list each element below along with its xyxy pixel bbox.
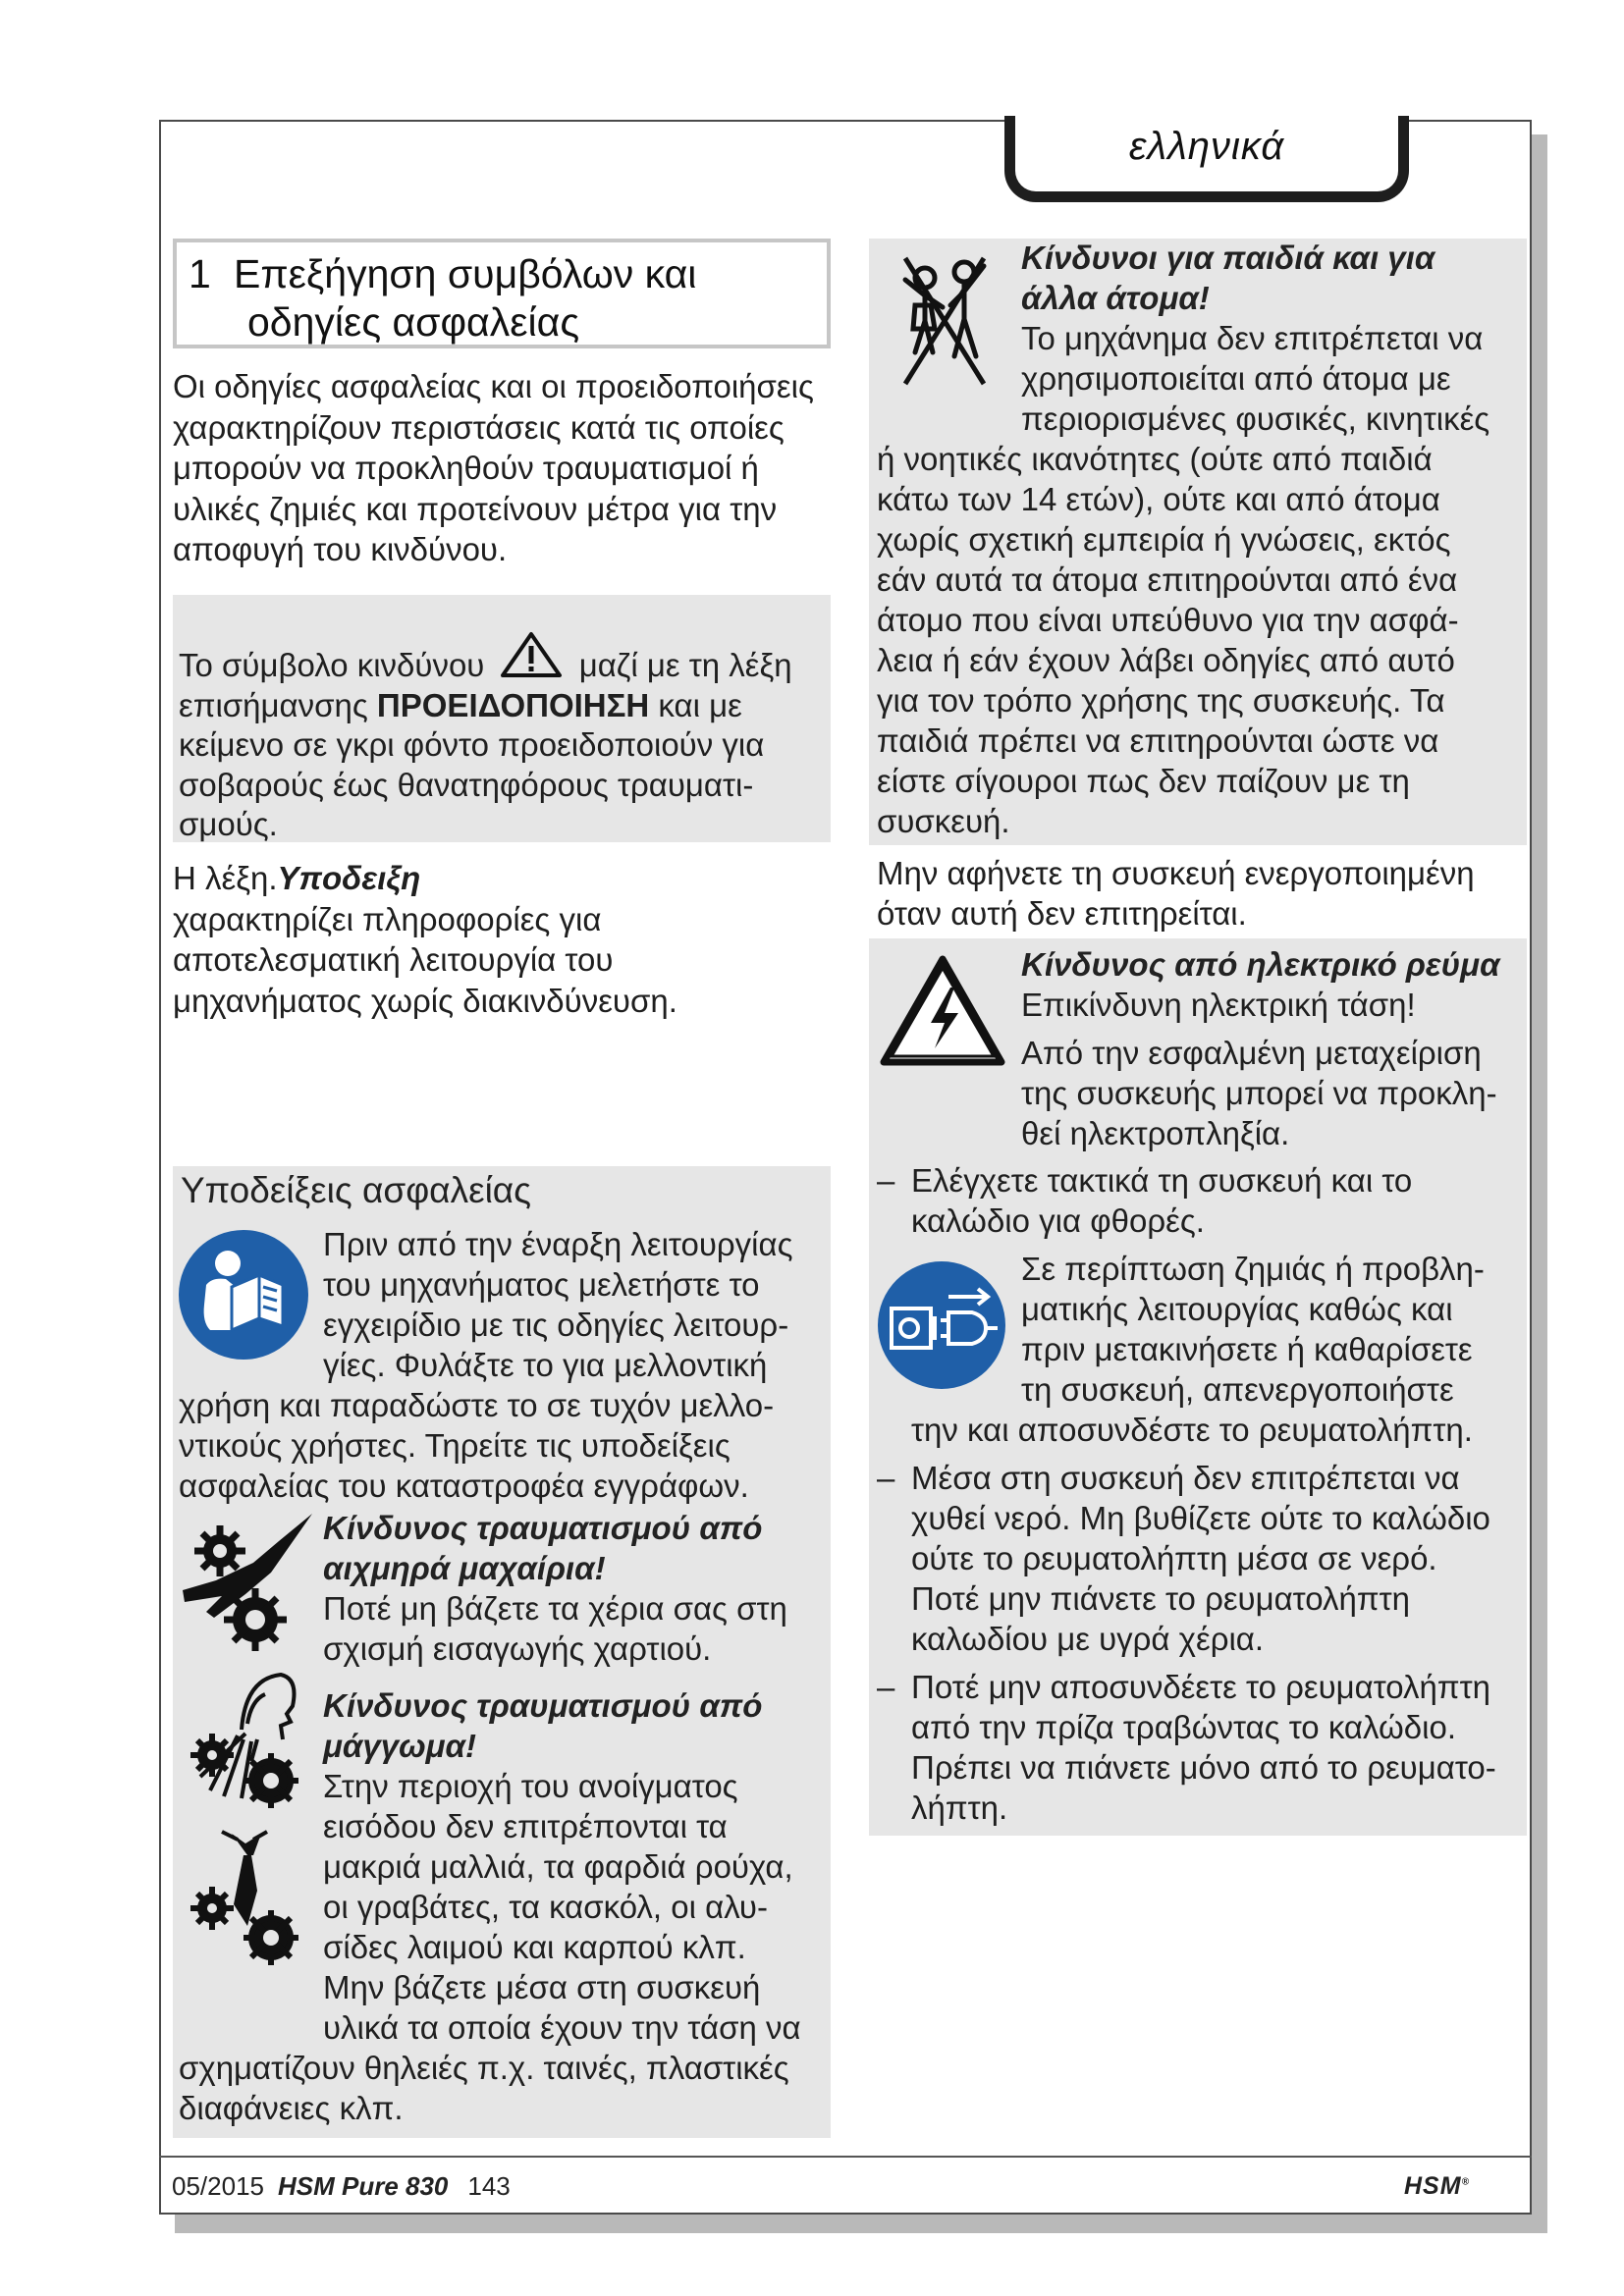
- bullet-dash: –: [877, 1460, 895, 1496]
- entanglement-heading: μάγγωμα!: [323, 1728, 476, 1764]
- children-heading: άλλα άτομα!: [1021, 280, 1210, 316]
- children-text-line: περιορισμένες φυσικές, κινητικές: [1021, 400, 1490, 437]
- children-text-line: χρησιμοποιείται από άτομα με: [1021, 360, 1451, 397]
- manual-text-line: γίες. Φυλάξτε το για μελλοντική: [323, 1347, 768, 1383]
- language-tab: [1004, 116, 1409, 202]
- no-children-icon: [886, 250, 1001, 388]
- bullet-dash: –: [877, 1669, 895, 1705]
- bullet-text-line: Ποτέ μην πιάνετε το ρευματολήπτη: [911, 1580, 1410, 1617]
- unattended-text-line: Μην αφήνετε τη συσκευή ενεργοποιημένη: [877, 855, 1475, 891]
- bullet-text-line: καλώδιο για φθορές.: [911, 1202, 1205, 1239]
- children-text-line: κάτω των 14 ετών), ούτε και από άτομα: [877, 481, 1440, 517]
- manual-text-line: του μηχανήματος μελετήστε το: [323, 1266, 760, 1303]
- children-text-line: Το μηχάνημα δεν επιτρέπεται να: [1021, 320, 1484, 356]
- children-text-line: εάν αυτά τα άτομα επιτηρούνται από ένα: [877, 561, 1458, 598]
- intro-paragraph: Οι οδηγίες ασφαλείας και οι προειδοποιήσεις χαρακτηρίζουν περιστάσεις κατά τις οποίες μπορούν να προκληθούν τραυματισμοί ή υλικές ζημιές και προτείνουν μέτρα για την αποφυγή του κινδύνου.: [173, 368, 814, 567]
- children-text-line: συσκευή.: [877, 803, 1010, 839]
- tie-entanglement-icon: [183, 1828, 310, 1971]
- warning-triangle-icon: [500, 631, 563, 678]
- high-voltage-icon: [880, 954, 1005, 1068]
- electric-text-line: Επικίνδυνη ηλεκτρική τάση!: [1021, 987, 1416, 1023]
- entanglement-text-line: υλικά τα οποία έχουν την τάση να: [323, 2009, 801, 2046]
- children-text-line: για τον τρόπο χρήσης της συσκευής. Τα: [877, 682, 1445, 719]
- safety-heading: Υποδείξεις ασφαλείας: [181, 1170, 532, 1210]
- electric-text-line: της συσκευής μπορεί να προκλη-: [1021, 1075, 1497, 1111]
- electric-text-line: θεί ηλεκτροπληξία.: [1021, 1115, 1290, 1151]
- page-number: 143: [467, 2171, 511, 2201]
- section-title-line1: Επεξήγηση συμβόλων και: [234, 251, 697, 296]
- knives-heading: αιχμηρά μαχαίρια!: [323, 1550, 606, 1586]
- bullet-text-line: λήπτη.: [911, 1789, 1008, 1826]
- unplug-mains-icon: [876, 1259, 1007, 1391]
- entanglement-heading: Κίνδυνος τραυματισμού από: [323, 1687, 763, 1724]
- knives-heading: Κίνδυνος τραυματισμού από: [323, 1510, 763, 1546]
- unplug-text-line: τη συσκευή, απενεργοποιήστε: [1021, 1371, 1454, 1408]
- entanglement-text-line: εισόδου δεν επιτρέπονται τα: [323, 1808, 728, 1844]
- children-text-line: παιδιά πρέπει να επιτηρούνται ώστε να: [877, 722, 1439, 759]
- manual-text-line: ντικούς χρήστες. Τηρείτε τις υποδείξεις: [179, 1427, 731, 1464]
- unattended-text-line: όταν αυτή δεν επιτηρείται.: [877, 895, 1247, 932]
- read-manual-icon: [177, 1228, 310, 1362]
- knives-text-line: σχισμή εισαγωγής χαρτιού.: [323, 1630, 712, 1667]
- hint-paragraph: Η λέξη.Υποδειξη χαρακτηρίζει πληροφορίες για αποτελεσματική λειτουργία του μηχανήματος χωρίς διακινδύνευση.: [173, 860, 677, 1019]
- footer: [172, 2171, 511, 2202]
- manual-text-line: εγχειρίδιο με τις οδηγίες λειτουρ-: [323, 1307, 789, 1343]
- bullet-text-line: Μέσα στη συσκευή δεν επιτρέπεται να: [911, 1460, 1460, 1496]
- signal-word: ΠΡΟΕΙΔΟΠΟΙΗΣΗ: [376, 686, 650, 723]
- manual-text-line: χρήση και παραδώστε το σε τυχόν μελλο-: [179, 1387, 775, 1423]
- hsm-logo: HSM®: [1404, 2172, 1470, 2200]
- entanglement-text-line: Στην περιοχή του ανοίγματος: [323, 1768, 738, 1804]
- entanglement-text-line: Μην βάζετε μέσα στη συσκευή: [323, 1969, 761, 2005]
- entanglement-text-line: σίδες λαιμού και καρπού κλπ.: [323, 1929, 746, 1965]
- section-number: 1: [189, 251, 211, 296]
- entanglement-text-line: οι γραβάτες, τα κασκόλ, οι αλυ-: [323, 1889, 768, 1925]
- unplug-text-line: πριν μετακινήσετε ή καθαρίσετε: [1021, 1331, 1473, 1367]
- electric-heading: Κίνδυνος από ηλεκτρικό ρεύμα: [1021, 946, 1500, 983]
- bullet-text-line: ούτε το ρευματολήπτη μέσα σε νερό.: [911, 1540, 1437, 1576]
- children-text-line: είστε σίγουροι πως δεν παίζουν με τη: [877, 763, 1410, 799]
- children-heading: Κίνδυνοι για παιδιά και για: [1021, 240, 1435, 276]
- bullet-text-line: καλωδίου με υγρά χέρια.: [911, 1621, 1265, 1657]
- children-text-line: χωρίς σχετική εμπειρία ή γνώσεις, εκτός: [877, 521, 1451, 558]
- entanglement-text-line: διαφάνειες κλπ.: [179, 2090, 404, 2126]
- hair-entanglement-icon: [183, 1671, 310, 1814]
- unplug-text-line: την και αποσυνδέστε το ρευματολήπτη.: [911, 1412, 1473, 1448]
- entanglement-text-line: σχηματίζουν θηλειές π.χ. ταινές, πλαστικές: [179, 2050, 789, 2086]
- unplug-text-line: ματικής λειτουργίας καθώς και: [1021, 1291, 1453, 1327]
- hint-word: Υποδειξη: [277, 860, 421, 896]
- hand-cutting-gears-icon: [177, 1512, 314, 1655]
- children-text-line: άτομο που είναι υπεύθυνο για την ασφά-: [877, 602, 1459, 638]
- footer-date: 05/2015: [172, 2171, 264, 2201]
- warning-text: Το σύμβολο κινδύνου μαζί με τη λέξη επισήμανσης ΠΡΟΕΙΔΟΠΟΙΗΣΗ και με κείμενο σε γκρι φόντο προειδοποιούν για σοβαρούς έως θανατηφόρους τραυματι-σμούς.: [179, 631, 832, 845]
- footer-model: HSM Pure 830: [277, 2171, 449, 2201]
- entanglement-text-line: μακριά μαλλιά, τα φαρδιά ρούχα,: [323, 1848, 793, 1885]
- bullet-text-line: από την πρίζα τραβώντας το καλώδιο.: [911, 1709, 1456, 1745]
- unplug-text-line: Σε περίπτωση ζημιάς ή προβλη-: [1021, 1251, 1485, 1287]
- section-title: [173, 239, 831, 348]
- children-text-line: ή νοητικές ικανότητες (ούτε από παιδιά: [877, 441, 1433, 477]
- bullet-text-line: Πρέπει να πιάνετε μόνο από το ρευματο-: [911, 1749, 1496, 1786]
- manual-text-line: Πριν από την έναρξη λειτουργίας: [323, 1226, 793, 1262]
- footer-divider: [159, 2156, 1532, 2158]
- manual-text-line: ασφαλείας του καταστροφέα εγγράφων.: [179, 1468, 749, 1504]
- bullet-dash: –: [877, 1162, 895, 1199]
- language-label: ελληνικά: [1128, 125, 1285, 168]
- children-text-line: λεια ή εάν έχουν λάβει οδηγίες από αυτό: [877, 642, 1455, 678]
- bullet-text-line: Ποτέ μην αποσυνδέετε το ρευματολήπτη: [911, 1669, 1491, 1705]
- bullet-text-line: Ελέγχετε τακτικά τη συσκευή και το: [911, 1162, 1413, 1199]
- electric-text-line: Από την εσφαλμένη μεταχείριση: [1021, 1035, 1482, 1071]
- section-title-line2: οδηγίες ασφαλείας: [247, 299, 580, 345]
- bullet-text-line: χυθεί νερό. Μη βυθίζετε ούτε το καλώδιο: [911, 1500, 1490, 1536]
- knives-text-line: Ποτέ μη βάζετε τα χέρια σας στη: [323, 1590, 787, 1627]
